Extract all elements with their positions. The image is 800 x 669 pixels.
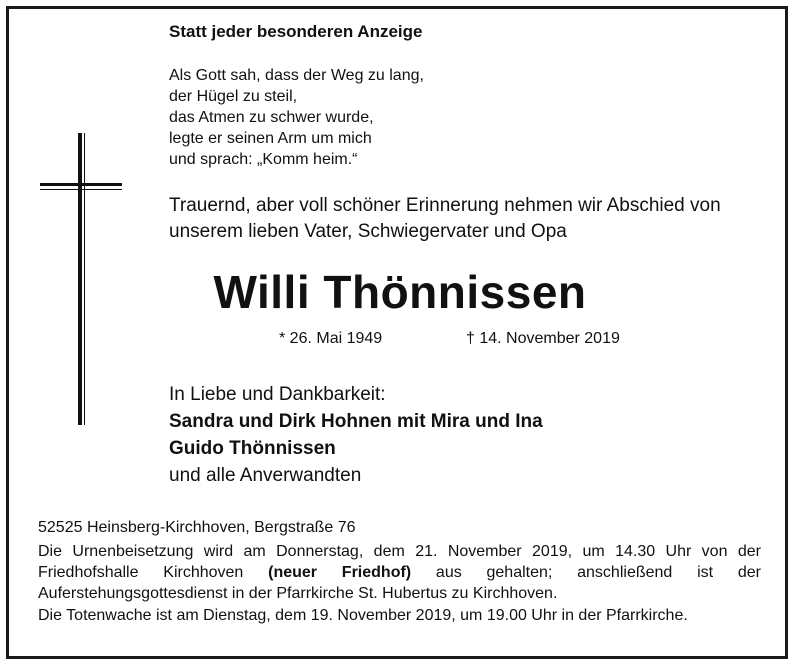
poem-line: und sprach: „Komm heim.“ <box>169 151 358 168</box>
birth-date: * 26. Mai 1949 <box>279 330 383 347</box>
family-signoff <box>169 381 543 489</box>
poem-line: der Hügel zu steil, <box>169 88 298 105</box>
vigil-details: Die Totenwache ist am Dienstag, dem 19. November 2019, um 19.00 Uhr in der Pfarrkirche. <box>38 607 688 624</box>
intro-line: unserem lieben Vater, Schwiegervater und Opa <box>169 221 567 242</box>
poem-line: das Atmen zu schwer wurde, <box>169 109 374 126</box>
family-names: Sandra und Dirk Hohnen mit Mira und Ina <box>169 411 543 432</box>
cemetery-note: (neuer Friedhof) <box>268 564 412 581</box>
funeral-details-text-end: aus gehalten; anschließend ist der Auferstehungsgottesdienst in der Pfarrkirche St. Hubertus zu Kirchhoven. <box>38 564 762 602</box>
intro-line: Trauernd, aber voll schöner Erinnerung nehmen wir Abschied von <box>169 195 721 216</box>
poem <box>169 65 424 170</box>
funeral-details <box>38 541 761 604</box>
family-name-son: Guido Thönnissen <box>169 438 336 459</box>
relatives-line: und alle Anverwandten <box>169 465 362 486</box>
poem-line: Als Gott sah, dass der Weg zu lang, <box>169 67 424 84</box>
cross-horizontal-bar <box>40 183 122 186</box>
cross-horizontal-line <box>40 189 122 190</box>
deceased-name: Willi Thönnissen <box>213 266 587 318</box>
funeral-details-text: Die Urnenbeisetzung wird am Donnerstag, dem 21. November 2019, um 14.30 Uhr von der Friedhofshalle Kirchhoven <box>38 543 761 581</box>
signoff-intro: In Liebe und Dankbarkeit: <box>169 384 386 405</box>
notice-heading: Statt jeder besonderen Anzeige <box>169 22 423 41</box>
death-date: † 14. November 2019 <box>466 330 620 347</box>
address: 52525 Heinsberg-Kirchhoven, Bergstraße 76 <box>38 519 356 536</box>
poem-line: legte er seinen Arm um mich <box>169 130 372 147</box>
intro-text <box>169 193 721 245</box>
obituary-frame <box>6 6 788 659</box>
